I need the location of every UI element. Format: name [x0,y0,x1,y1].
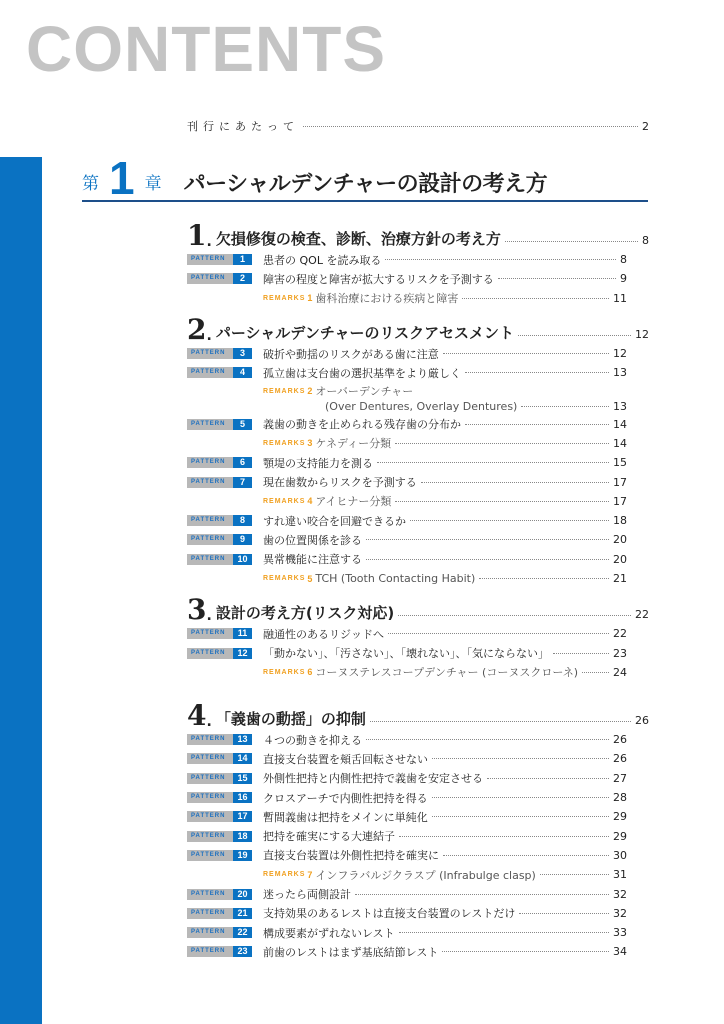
page-number: 34 [613,945,627,959]
remarks-number: 3 [307,438,313,449]
toc-pattern-entry[interactable] [187,846,627,865]
pattern-badge [187,628,252,639]
toc-pattern-entry[interactable] [187,414,627,433]
pattern-label: PATTERN [187,908,233,919]
pattern-badge [187,831,252,842]
remarks-label: REMARKS [263,497,306,505]
pattern-label: PATTERN [187,273,233,284]
page-number: 14 [613,417,627,431]
entry-title: 「動かない」、「汚さない」、「壊れない」、「気にならない」 [263,647,549,661]
dot-leader [462,298,609,299]
entry-title: 患者の QOL を読み取る [263,253,382,267]
dot-leader [521,406,609,407]
pattern-label: PATTERN [187,831,233,842]
dot-leader [432,758,609,759]
page-number: 22 [635,608,649,622]
pattern-badge [187,946,252,957]
page-number: 23 [613,646,627,660]
entry-title: 外側性把持と内側性把持で義歯を安定させる [263,772,483,786]
pattern-number: 16 [233,792,252,803]
page-number: 2 [642,119,649,133]
entry-title: コーヌステレスコープデンチャー (コーヌスクローネ) [315,666,579,680]
entry-title: クロスアーチで内側性把持を得る [263,791,428,805]
entry-title: 顎堤の支持能力を測る [263,456,373,470]
page-number: 32 [613,906,627,920]
pattern-label: PATTERN [187,811,233,822]
chapter-number: 1 [109,152,135,204]
toc-pattern-entry[interactable] [187,807,627,826]
pattern-badge [187,457,252,468]
pattern-label: PATTERN [187,554,233,565]
pattern-badge [187,734,252,745]
page-number: 13 [613,366,627,380]
toc-section[interactable] [187,593,649,627]
pattern-badge [187,554,252,565]
dot-leader [395,501,609,502]
dot-leader [442,951,609,952]
dot-leader [398,615,631,616]
pattern-label: PATTERN [187,753,233,764]
remarks-number: 5 [307,573,313,584]
pattern-label: PATTERN [187,348,233,359]
pattern-label: PATTERN [187,254,233,265]
toc-pattern-entry[interactable] [187,511,627,530]
remarks-label: REMARKS [263,575,306,582]
dot-leader [399,932,609,933]
pattern-badge [187,367,252,378]
dot-leader [518,335,631,336]
page-number: 8 [642,234,649,247]
toc-entry-preface[interactable] [187,118,649,134]
toc-pattern-entry[interactable] [187,769,627,788]
entry-title: インフラバルジクラスプ (Infrabulge clasp) [315,868,536,882]
dot-leader [479,578,609,579]
pattern-label: PATTERN [187,477,233,488]
entry-title: 迷ったら両側設計 [263,888,351,902]
entry-title: 直接支台装置は外側性把持を確実に [263,849,439,863]
page-number: 11 [613,291,627,305]
pattern-label: PATTERN [187,773,233,784]
pattern-number: 3 [233,348,252,359]
pattern-number: 13 [233,734,252,745]
dot-leader [487,778,609,779]
dot-leader [443,353,609,354]
pattern-label: PATTERN [187,515,233,526]
entry-title: 孤立歯は支台歯の選択基準をより厳しく [263,366,461,380]
pattern-number: 20 [233,889,252,900]
entry-title: オーバーデンチャー [315,385,414,399]
toc-pattern-entry[interactable] [187,550,627,569]
remarks-label: REMARKS [263,871,306,879]
remarks-line [263,384,413,398]
pattern-badge [187,348,252,359]
chapter-title: パーシャルデンチャーの設計の考え方 [183,172,548,197]
page-title: CONTENTS [26,13,386,85]
pattern-label: PATTERN [187,927,233,938]
section-number: 2 [187,312,207,346]
section-dot: . [206,234,212,250]
dot-leader [421,482,609,483]
page-number: 26 [635,714,649,728]
toc-pattern-entry[interactable] [187,730,627,749]
toc-pattern-entry[interactable] [187,643,627,662]
toc-pattern-entry[interactable] [187,250,627,269]
pattern-number: 17 [233,811,252,822]
pattern-number: 11 [233,628,252,639]
section-dot: . [206,327,212,344]
entry-title: 義歯の動きを止められる残存歯の分布か [263,418,461,432]
entry-title: 現在歯数からリスクを予測する [263,476,417,490]
dot-leader [443,855,609,856]
pattern-number: 5 [233,419,252,430]
pattern-badge [187,927,252,938]
pattern-badge [187,850,252,861]
dot-leader [432,797,609,798]
pattern-number: 22 [233,927,252,938]
section-title: 設計の考え方(リスク対応) [215,604,395,623]
dot-leader [498,278,616,279]
entry-title: 前歯のレストはまず基底結節レスト [263,945,439,959]
pattern-number: 23 [233,946,252,957]
page-number: 22 [613,627,627,641]
pattern-number: 8 [233,515,252,526]
pattern-number: 7 [233,477,252,488]
remarks-number: 2 [307,386,313,397]
pattern-label: PATTERN [187,457,233,468]
remarks-line [263,398,627,414]
sidebar-color-band [0,157,42,1024]
section-number: 3 [187,593,207,627]
remarks-label: REMARKS [263,387,306,395]
page-number: 12 [613,347,627,361]
dot-leader [519,913,609,914]
chapter-heading [82,152,648,204]
page-number: 32 [613,887,627,901]
entry-title: 直接支台装置を頬舌回転させない [263,752,428,766]
dot-leader [303,126,638,127]
toc-pattern-entry[interactable] [187,749,627,768]
page-number: 26 [613,733,627,747]
dot-leader [540,874,609,875]
toc-pattern-entry[interactable] [187,788,627,807]
entry-title: 障害の程度と障害が拡大するリスクを予測する [263,272,494,286]
remarks-number: 6 [307,667,313,678]
pattern-label: PATTERN [187,889,233,900]
pattern-number: 9 [233,534,252,545]
pattern-badge [187,811,252,822]
chapter-prefix: 第 [82,174,99,194]
toc-pattern-entry[interactable] [187,344,627,363]
entry-title: 暫間義歯は把持をメインに単純化 [263,810,428,824]
entry-title: アイヒナー分類 [315,495,392,509]
page-number: 27 [613,771,627,785]
pattern-badge [187,515,252,526]
toc-pattern-entry[interactable] [187,453,627,472]
dot-leader [388,633,609,634]
dot-leader [399,836,609,837]
pattern-number: 2 [233,273,252,284]
dot-leader [355,894,609,895]
page-number: 18 [613,514,627,528]
toc-pattern-entry[interactable] [187,942,627,961]
section-number: 1 [187,219,207,252]
pattern-badge [187,254,252,265]
entry-title: 支持効果のあるレストは直接支台装置のレストだけ [263,907,516,921]
remarks-number: 7 [307,869,313,880]
entry-title: すれ違い咬合を回避できるか [263,514,406,528]
entry-title: 破折や動揺のリスクがある歯に注意 [263,347,439,361]
entry-title: TCH (Tooth Contacting Habit) [315,572,476,585]
dot-leader [410,520,609,521]
page-number: 13 [613,399,627,413]
dot-leader [432,816,609,817]
dot-leader [385,259,616,260]
remarks-number: 1 [307,293,313,304]
entry-title: 融通性のあるリジッドへ [263,627,384,641]
toc-pattern-entry[interactable] [187,269,627,288]
pattern-number: 10 [233,554,252,565]
page-number: 20 [613,533,627,547]
pattern-badge [187,753,252,764]
pattern-label: PATTERN [187,648,233,659]
page-number: 29 [613,829,627,843]
dot-leader [465,372,609,373]
pattern-label: PATTERN [187,419,233,430]
entry-title: 歯科治療における疾病と障害 [315,292,459,306]
remarks-label: REMARKS [263,668,306,676]
page-number: 24 [613,665,627,679]
page-number: 8 [620,253,627,267]
pattern-number: 12 [233,648,252,659]
toc-pattern-entry[interactable] [187,472,627,491]
toc-pattern-entry[interactable] [187,904,627,923]
entry-title: 把持を確実にする大連結子 [263,830,395,844]
toc-remarks-entry[interactable] [187,434,627,453]
toc-pattern-entry[interactable] [187,624,627,643]
dot-leader [366,539,609,540]
page-number: 20 [613,552,627,566]
section-title: 「義歯の動揺」の抑制 [215,710,366,729]
pattern-badge [187,792,252,803]
page-number: 12 [635,327,649,341]
pattern-badge [187,419,252,430]
pattern-number: 6 [233,457,252,468]
dot-leader [582,672,609,673]
toc-pattern-entry[interactable] [187,923,627,942]
pattern-label: PATTERN [187,792,233,803]
pattern-number: 21 [233,908,252,919]
page-number: 17 [613,494,627,508]
section-title: パーシャルデンチャーのリスクアセスメント [215,323,515,342]
dot-leader [505,241,638,242]
remarks-label: REMARKS [263,439,306,447]
table-of-contents [187,219,649,962]
pattern-number: 15 [233,773,252,784]
remarks-number: 4 [307,496,313,507]
toc-section[interactable] [187,699,649,733]
entry-title: 歯の位置関係を診る [263,533,362,547]
pattern-number: 19 [233,850,252,861]
pattern-label: PATTERN [187,734,233,745]
pattern-label: PATTERN [187,946,233,957]
toc-pattern-entry[interactable] [187,884,627,903]
dot-leader [395,443,609,444]
pattern-label: PATTERN [187,850,233,861]
entry-title: ケネディー分類 [315,437,392,451]
pattern-label: PATTERN [187,628,233,639]
toc-remarks-entry[interactable] [187,569,627,588]
entry-title: ４つの動きを抑える [263,733,362,747]
entry-title-continued: (Over Dentures, Overlay Dentures) [325,399,518,413]
dot-leader [370,721,631,722]
toc-pattern-entry[interactable] [187,363,627,382]
pattern-number: 4 [233,367,252,378]
pattern-number: 1 [233,254,252,265]
pattern-badge [187,534,252,545]
toc-section[interactable] [187,219,649,252]
pattern-label: PATTERN [187,367,233,378]
toc-section[interactable] [187,312,649,346]
pattern-number: 14 [233,753,252,764]
pattern-badge [187,273,252,284]
toc-pattern-entry[interactable] [187,827,627,846]
page-number: 14 [613,436,627,450]
section-dot: . [206,714,212,731]
dot-leader [377,462,609,463]
page-number: 33 [613,926,627,940]
page-number: 28 [613,791,627,805]
pattern-number: 18 [233,831,252,842]
toc-pattern-entry[interactable] [187,530,627,549]
dot-leader [465,424,609,425]
page-number: 26 [613,752,627,766]
dot-leader [366,739,609,740]
page-number: 29 [613,810,627,824]
page-number: 21 [613,572,627,585]
page-number: 31 [613,868,627,882]
page-number: 17 [613,475,627,489]
page-number: 15 [613,456,627,470]
section-number: 4 [187,699,207,733]
remarks-label: REMARKS [263,294,306,302]
section-dot: . [206,608,212,625]
toc-remarks-entry[interactable] [187,289,627,308]
toc-remarks-entry[interactable] [187,663,627,682]
toc-remarks-entry[interactable] [187,382,627,414]
page-number: 9 [620,272,627,286]
chapter-suffix: 章 [144,174,162,194]
section-title: 欠損修復の検査、診断、治療方針の考え方 [215,230,501,248]
page-number: 30 [613,848,627,862]
pattern-badge [187,908,252,919]
pattern-badge [187,477,252,488]
preface-label: 刊行にあたって [187,120,299,133]
dot-leader [553,653,609,654]
toc-remarks-entry[interactable] [187,492,627,511]
toc-remarks-entry[interactable] [187,865,627,884]
dot-leader [366,559,609,560]
pattern-label: PATTERN [187,534,233,545]
pattern-badge [187,773,252,784]
entry-title: 異常機能に注意する [263,553,362,567]
pattern-badge [187,889,252,900]
pattern-badge [187,648,252,659]
entry-title: 構成要素がずれないレスト [263,926,395,940]
